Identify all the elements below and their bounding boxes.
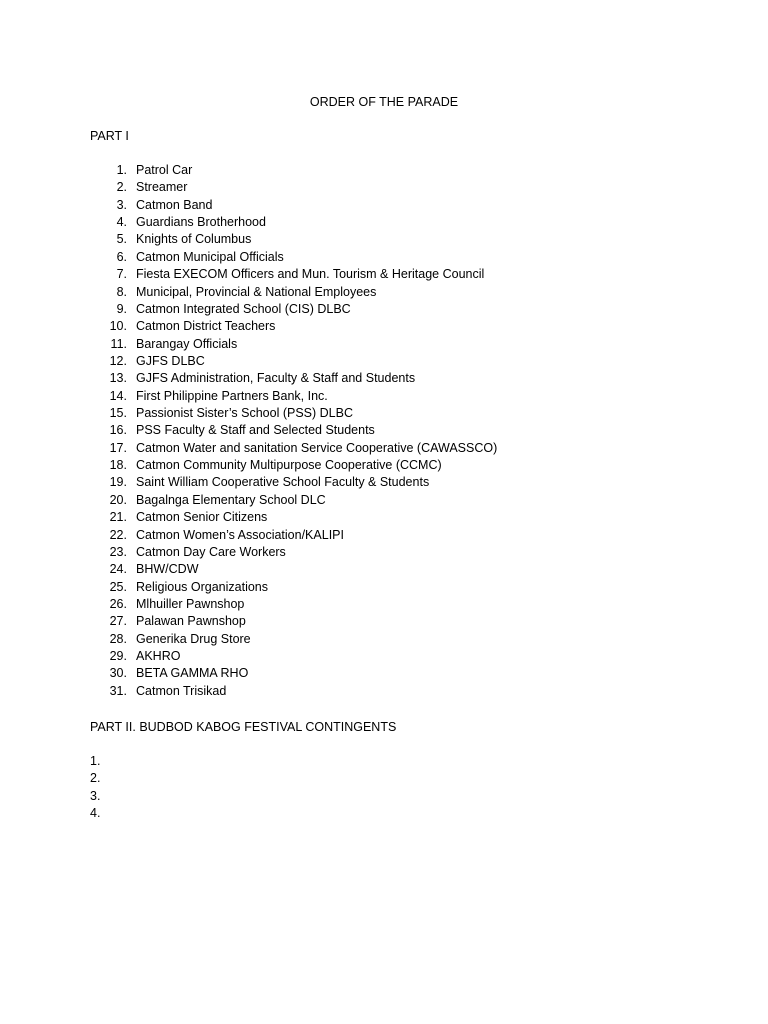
item-number: 16. (109, 423, 127, 438)
item-number: 11. (110, 336, 127, 351)
part2-heading: PART II. BUDBOD KABOG FESTIVAL CONTINGENTS (90, 720, 397, 734)
part1-heading: PART I (90, 129, 129, 143)
part2-list (90, 753, 100, 822)
item-text: Catmon Municipal Officials (136, 249, 284, 264)
item-text: Guardians Brotherhood (136, 215, 266, 230)
item-text: Barangay Officials (136, 336, 238, 351)
item-text: Passionist Sister’s School (PSS) DLBC (136, 406, 353, 421)
item-text: Palawan Pawnshop (136, 614, 246, 629)
item-number: 12. (109, 353, 127, 368)
list-item: 2. (90, 771, 101, 786)
item-number: 17. (109, 440, 127, 455)
item-text: Saint William Cooperative School Faculty & Students (136, 475, 430, 490)
item-text: Patrol Car (136, 163, 193, 177)
item-number: 4. (116, 215, 127, 230)
list-item: 3. (90, 788, 101, 803)
item-text: Catmon Water and sanitation Service Cooperative (CAWASSCO) (136, 440, 498, 455)
item-number: 14. (109, 388, 127, 403)
item-text: Catmon District Teachers (136, 319, 276, 334)
item-text: Catmon Integrated School (CIS) DLBC (136, 301, 351, 316)
item-text: PSS Faculty & Staff and Selected Students (136, 423, 375, 438)
item-number: 28. (109, 631, 127, 646)
item-text: GJFS Administration, Faculty & Staff and Students (136, 371, 416, 386)
item-number: 8. (116, 284, 127, 299)
item-number: 26. (109, 596, 127, 611)
item-number: 6. (116, 249, 127, 264)
item-text: BHW/CDW (136, 562, 199, 577)
item-number: 30. (109, 666, 127, 681)
item-text: Streamer (136, 180, 188, 195)
item-text: Bagalnga Elementary School DLC (136, 492, 326, 507)
item-text: AKHRO (136, 649, 181, 664)
item-text: BETA GAMMA RHO (136, 666, 249, 681)
list-item: 1. (90, 754, 101, 768)
item-number: 13. (109, 371, 127, 386)
item-number: 2. (116, 180, 127, 195)
item-text: Catmon Senior Citizens (136, 510, 268, 525)
item-number: 31. (109, 683, 127, 698)
item-text: Catmon Day Care Workers (136, 544, 286, 559)
item-text: Catmon Women’s Association/KALIPI (136, 527, 344, 542)
item-text: Catmon Trisikad (136, 683, 227, 698)
item-text: Generika Drug Store (136, 631, 251, 646)
document-title: ORDER OF THE PARADE (309, 95, 459, 109)
item-text: Catmon Community Multipurpose Cooperative (CCMC) (136, 458, 442, 473)
list-item: 4. (90, 806, 101, 821)
item-number: 7. (116, 267, 127, 282)
item-number: 19. (109, 475, 127, 490)
item-number: 15. (109, 406, 127, 421)
item-text: Fiesta EXECOM Officers and Mun. Tourism & Heritage Council (136, 267, 485, 282)
item-number: 5. (116, 232, 127, 247)
item-number: 24. (109, 562, 127, 577)
item-number: 27. (109, 614, 127, 629)
item-text: Religious Organizations (136, 579, 269, 594)
item-number: 1. (116, 163, 127, 177)
item-text: Municipal, Provincial & National Employees (136, 284, 377, 299)
item-number: 10. (109, 319, 127, 334)
item-number: 20. (109, 492, 127, 507)
item-number: 9. (116, 301, 127, 316)
item-text: Catmon Band (136, 197, 213, 212)
item-number: 3. (116, 197, 127, 212)
item-number: 25. (109, 579, 127, 594)
item-number: 23. (109, 544, 127, 559)
item-text: Knights of Columbus (136, 232, 252, 247)
item-number: 18. (109, 458, 127, 473)
item-number: 21. (109, 510, 127, 525)
item-text: Mlhuiller Pawnshop (136, 596, 245, 611)
item-text: First Philippine Partners Bank, Inc. (136, 388, 328, 403)
item-text: GJFS DLBC (136, 353, 205, 368)
item-number: 22. (109, 527, 127, 542)
item-number: 29. (109, 649, 127, 664)
